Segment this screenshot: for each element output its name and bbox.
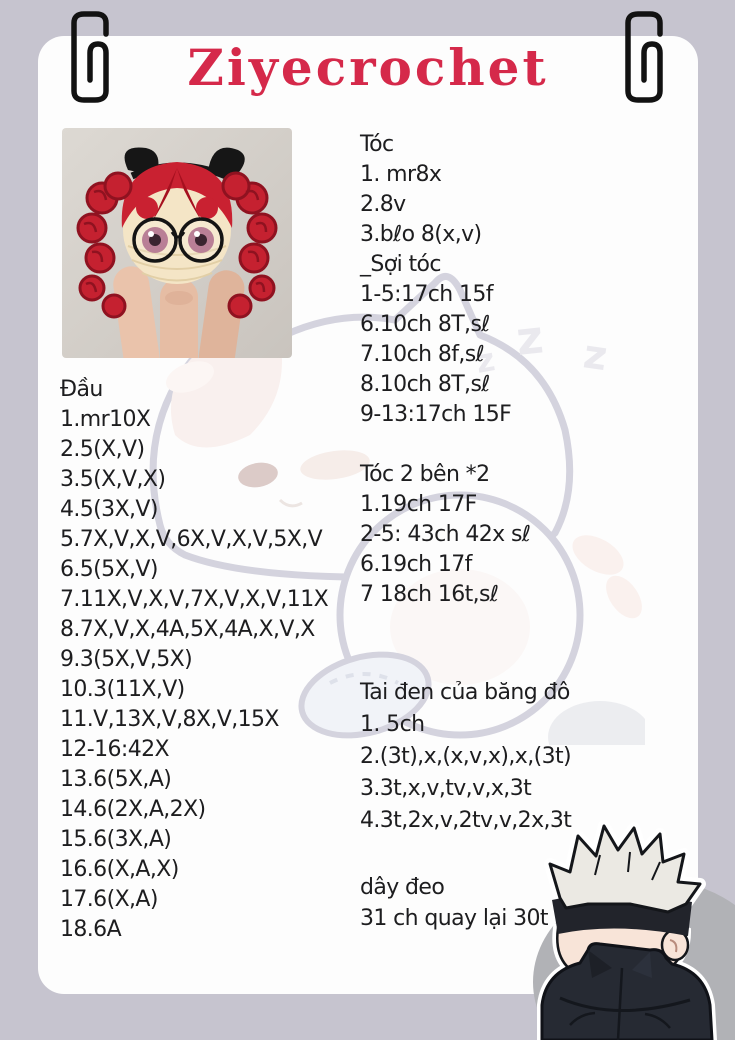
hair-section xyxy=(360,130,690,430)
section-header: Đầu xyxy=(60,377,103,402)
pattern-line: 6.10ch 8T,sℓ xyxy=(360,312,490,337)
pattern-line: 3.bℓo 8(x,v) xyxy=(360,222,482,247)
pattern-line: 1.mr10X xyxy=(60,407,151,432)
pattern-line: 8.7X,V,X,4A,5X,4A,X,V,X xyxy=(60,617,315,642)
section-header: Tai đen của băng đô xyxy=(360,680,570,705)
doll-photo xyxy=(62,128,292,358)
pattern-line: 10.3(11X,V) xyxy=(60,677,185,702)
pattern-line: 13.6(5X,A) xyxy=(60,767,172,792)
section-header: dây đeo xyxy=(360,875,445,900)
pattern-line: 16.6(X,A,X) xyxy=(60,857,179,882)
pattern-line: 1. mr8x xyxy=(360,162,442,187)
pattern-line: 6.5(5X,V) xyxy=(60,557,158,582)
section-header: Tóc 2 bên *2 xyxy=(360,462,490,487)
pattern-line: 2.(3t),x,(x,v,x),x,(3t) xyxy=(360,744,571,769)
pattern-line: 7 18ch 16t,sℓ xyxy=(360,582,499,607)
pattern-line: 6.19ch 17f xyxy=(360,552,472,577)
pattern-line: 7.10ch 8f,sℓ xyxy=(360,342,485,367)
pattern-line: 5.7X,V,X,V,6X,V,X,V,5X,V xyxy=(60,527,323,552)
page-title: Ziyecrochet xyxy=(187,38,549,97)
doll-photo-illustration xyxy=(62,128,292,358)
pattern-line: 2.5(X,V) xyxy=(60,437,145,462)
pattern-line: 17.6(X,A) xyxy=(60,887,158,912)
paperclip-right-icon xyxy=(620,8,672,106)
head-pattern-column xyxy=(60,375,360,945)
pattern-line: 3.3t,x,v,tv,v,x,3t xyxy=(360,776,532,801)
zzz-text: z xyxy=(580,331,611,381)
pattern-line: 12-16:42X xyxy=(60,737,170,762)
pattern-line: 1. 5ch xyxy=(360,712,425,737)
pattern-line: 9.3(5X,V,5X) xyxy=(60,647,193,672)
pattern-line: 31 ch quay lại 30t xyxy=(360,906,548,931)
pattern-line: 15.6(3X,A) xyxy=(60,827,172,852)
pattern-line: 3.5(X,V,X) xyxy=(60,467,166,492)
paperclip-left-icon xyxy=(66,8,118,106)
pattern-line: 1-5:17ch 15f xyxy=(360,282,493,307)
zzz-text: z xyxy=(472,340,498,381)
pattern-line: 8.10ch 8T,sℓ xyxy=(360,372,490,397)
pattern-line: 7.11X,V,X,V,7X,V,X,V,11X xyxy=(60,587,329,612)
pattern-line: 1.19ch 17F xyxy=(360,492,477,517)
pattern-line: 4.5(3X,V) xyxy=(60,497,158,522)
pattern-line: 4.3t,2x,v,2tv,v,2x,3t xyxy=(360,808,572,833)
pattern-line: 2.8v xyxy=(360,192,406,217)
pattern-line: _Sợi tóc xyxy=(360,252,441,277)
gojo-chibi-illustration xyxy=(500,800,735,1040)
section-header: Tóc xyxy=(360,132,394,157)
pattern-line: 2-5: 43ch 42x sℓ xyxy=(360,522,531,547)
zzz-text: z xyxy=(513,309,546,366)
pattern-line: 18.6A xyxy=(60,917,122,942)
pattern-line: 9-13:17ch 15F xyxy=(360,402,512,427)
side-hair-section xyxy=(360,460,690,610)
pattern-line: 14.6(2X,A,2X) xyxy=(60,797,206,822)
pattern-line: 11.V,13X,V,8X,V,15X xyxy=(60,707,279,732)
